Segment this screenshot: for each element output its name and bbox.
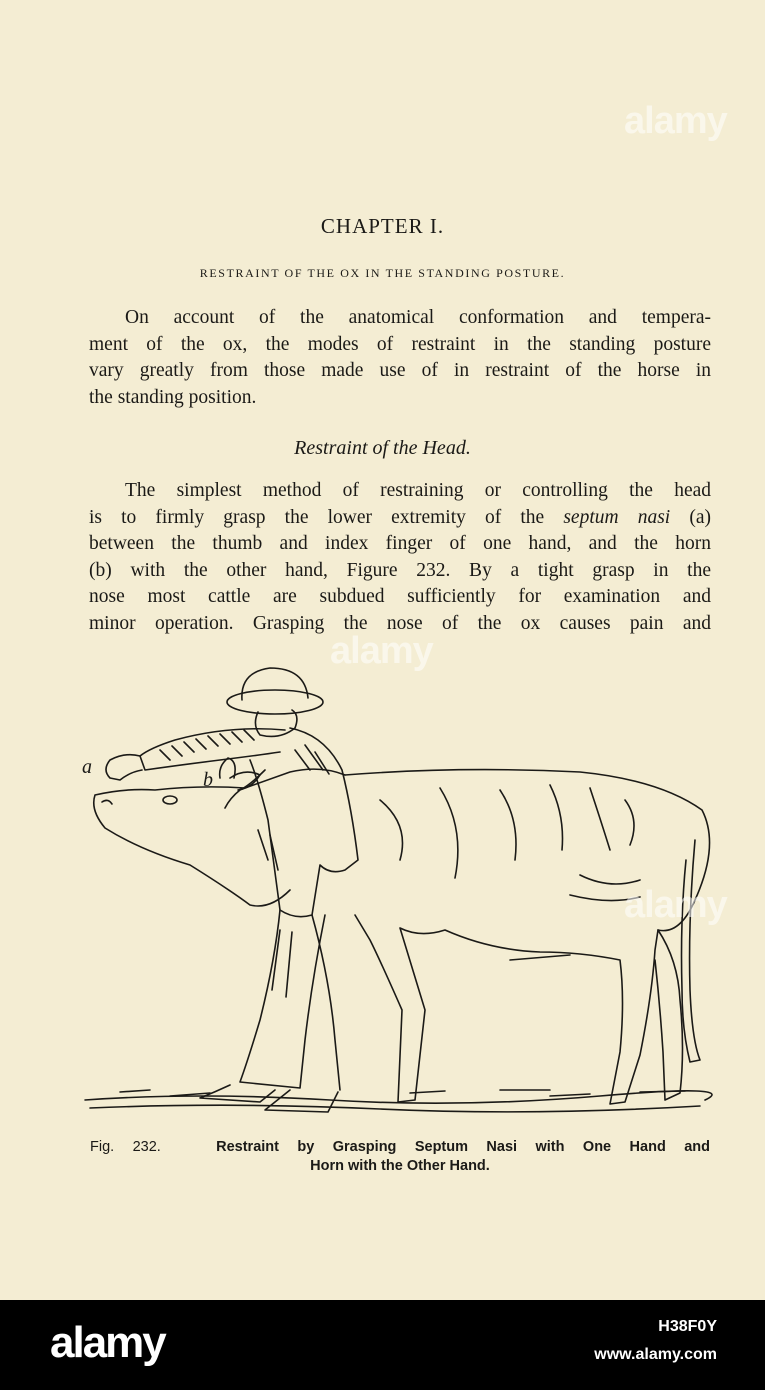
watermark-middle: alamy — [330, 630, 433, 672]
text-line: The simplest method of restraining or controlling the head — [125, 480, 711, 501]
text-segment: (a) — [670, 506, 711, 528]
ox-tail — [682, 840, 701, 1062]
hat-crown — [242, 668, 308, 700]
text-line: ment of the ox, the modes of restraint in the standing posture — [89, 333, 711, 355]
figure-label-b: b — [203, 769, 213, 791]
ox-nostril — [102, 800, 112, 804]
text-line: (b) with the other hand, Figure 232. By a tight grasp in the — [89, 559, 711, 581]
text-line: vary greatly from those made use of in restraint of the horse in — [89, 360, 711, 382]
man-shoe-left — [200, 1085, 275, 1102]
caption-line-1 — [90, 1138, 710, 1157]
figure-232-illustration — [80, 660, 715, 1125]
text-segment: is to firmly grasp the lower extremity of the — [89, 506, 564, 528]
paragraph-head-restraint — [89, 478, 711, 638]
figure-label-a: a — [82, 756, 92, 778]
latin-term: septum nasi — [563, 506, 671, 528]
text-line: minor operation. Grasping the nose of the ox causes pain and — [89, 612, 711, 634]
chapter-subtitle: RESTRAINT OF THE OX IN THE STANDING POSTURE. — [199, 266, 566, 280]
ox-eye — [163, 796, 177, 804]
footer-url[interactable]: www.alamy.com — [594, 1346, 717, 1363]
section-heading: Restraint of the Head. — [294, 437, 471, 459]
figure-number: Fig. 232. — [90, 1139, 161, 1155]
text-line — [89, 505, 711, 532]
ox-body — [345, 770, 710, 1104]
chapter-title: CHAPTER I. — [320, 214, 445, 238]
ox-flank-hatch — [510, 875, 640, 960]
paragraph-intro — [89, 305, 711, 411]
ox-belly-shading — [380, 785, 634, 878]
text-line: the standing position. — [89, 386, 257, 408]
text-line: On account of the anatomical conformation and tempera- — [125, 307, 711, 328]
footer-image-id: H38F0Y — [658, 1318, 717, 1335]
man-coat — [250, 728, 358, 917]
sleeve-hatching — [160, 730, 254, 760]
figure-caption — [90, 1138, 710, 1176]
footer-logo: alamy — [50, 1318, 165, 1367]
ox-back-leg — [655, 930, 683, 1100]
text-line: nose most cattle are subdued sufficiently for examination and — [89, 586, 711, 608]
man-hand-nose — [106, 755, 142, 780]
text-line: between the thumb and index finger of one hand, and the horn — [89, 533, 711, 555]
ox-head — [94, 769, 345, 906]
caption-text-1: Restraint by Grasping Septum Nasi with One Hand and — [216, 1139, 711, 1155]
man-trousers — [240, 910, 340, 1090]
man-shoe-right — [265, 1090, 338, 1112]
man-figure — [106, 668, 358, 1112]
ox-horn — [220, 758, 235, 778]
watermark-top: alamy — [624, 100, 727, 142]
caption-line-2: Horn with the Other Hand. — [310, 1158, 490, 1174]
watermark-right: alamy — [624, 884, 727, 926]
